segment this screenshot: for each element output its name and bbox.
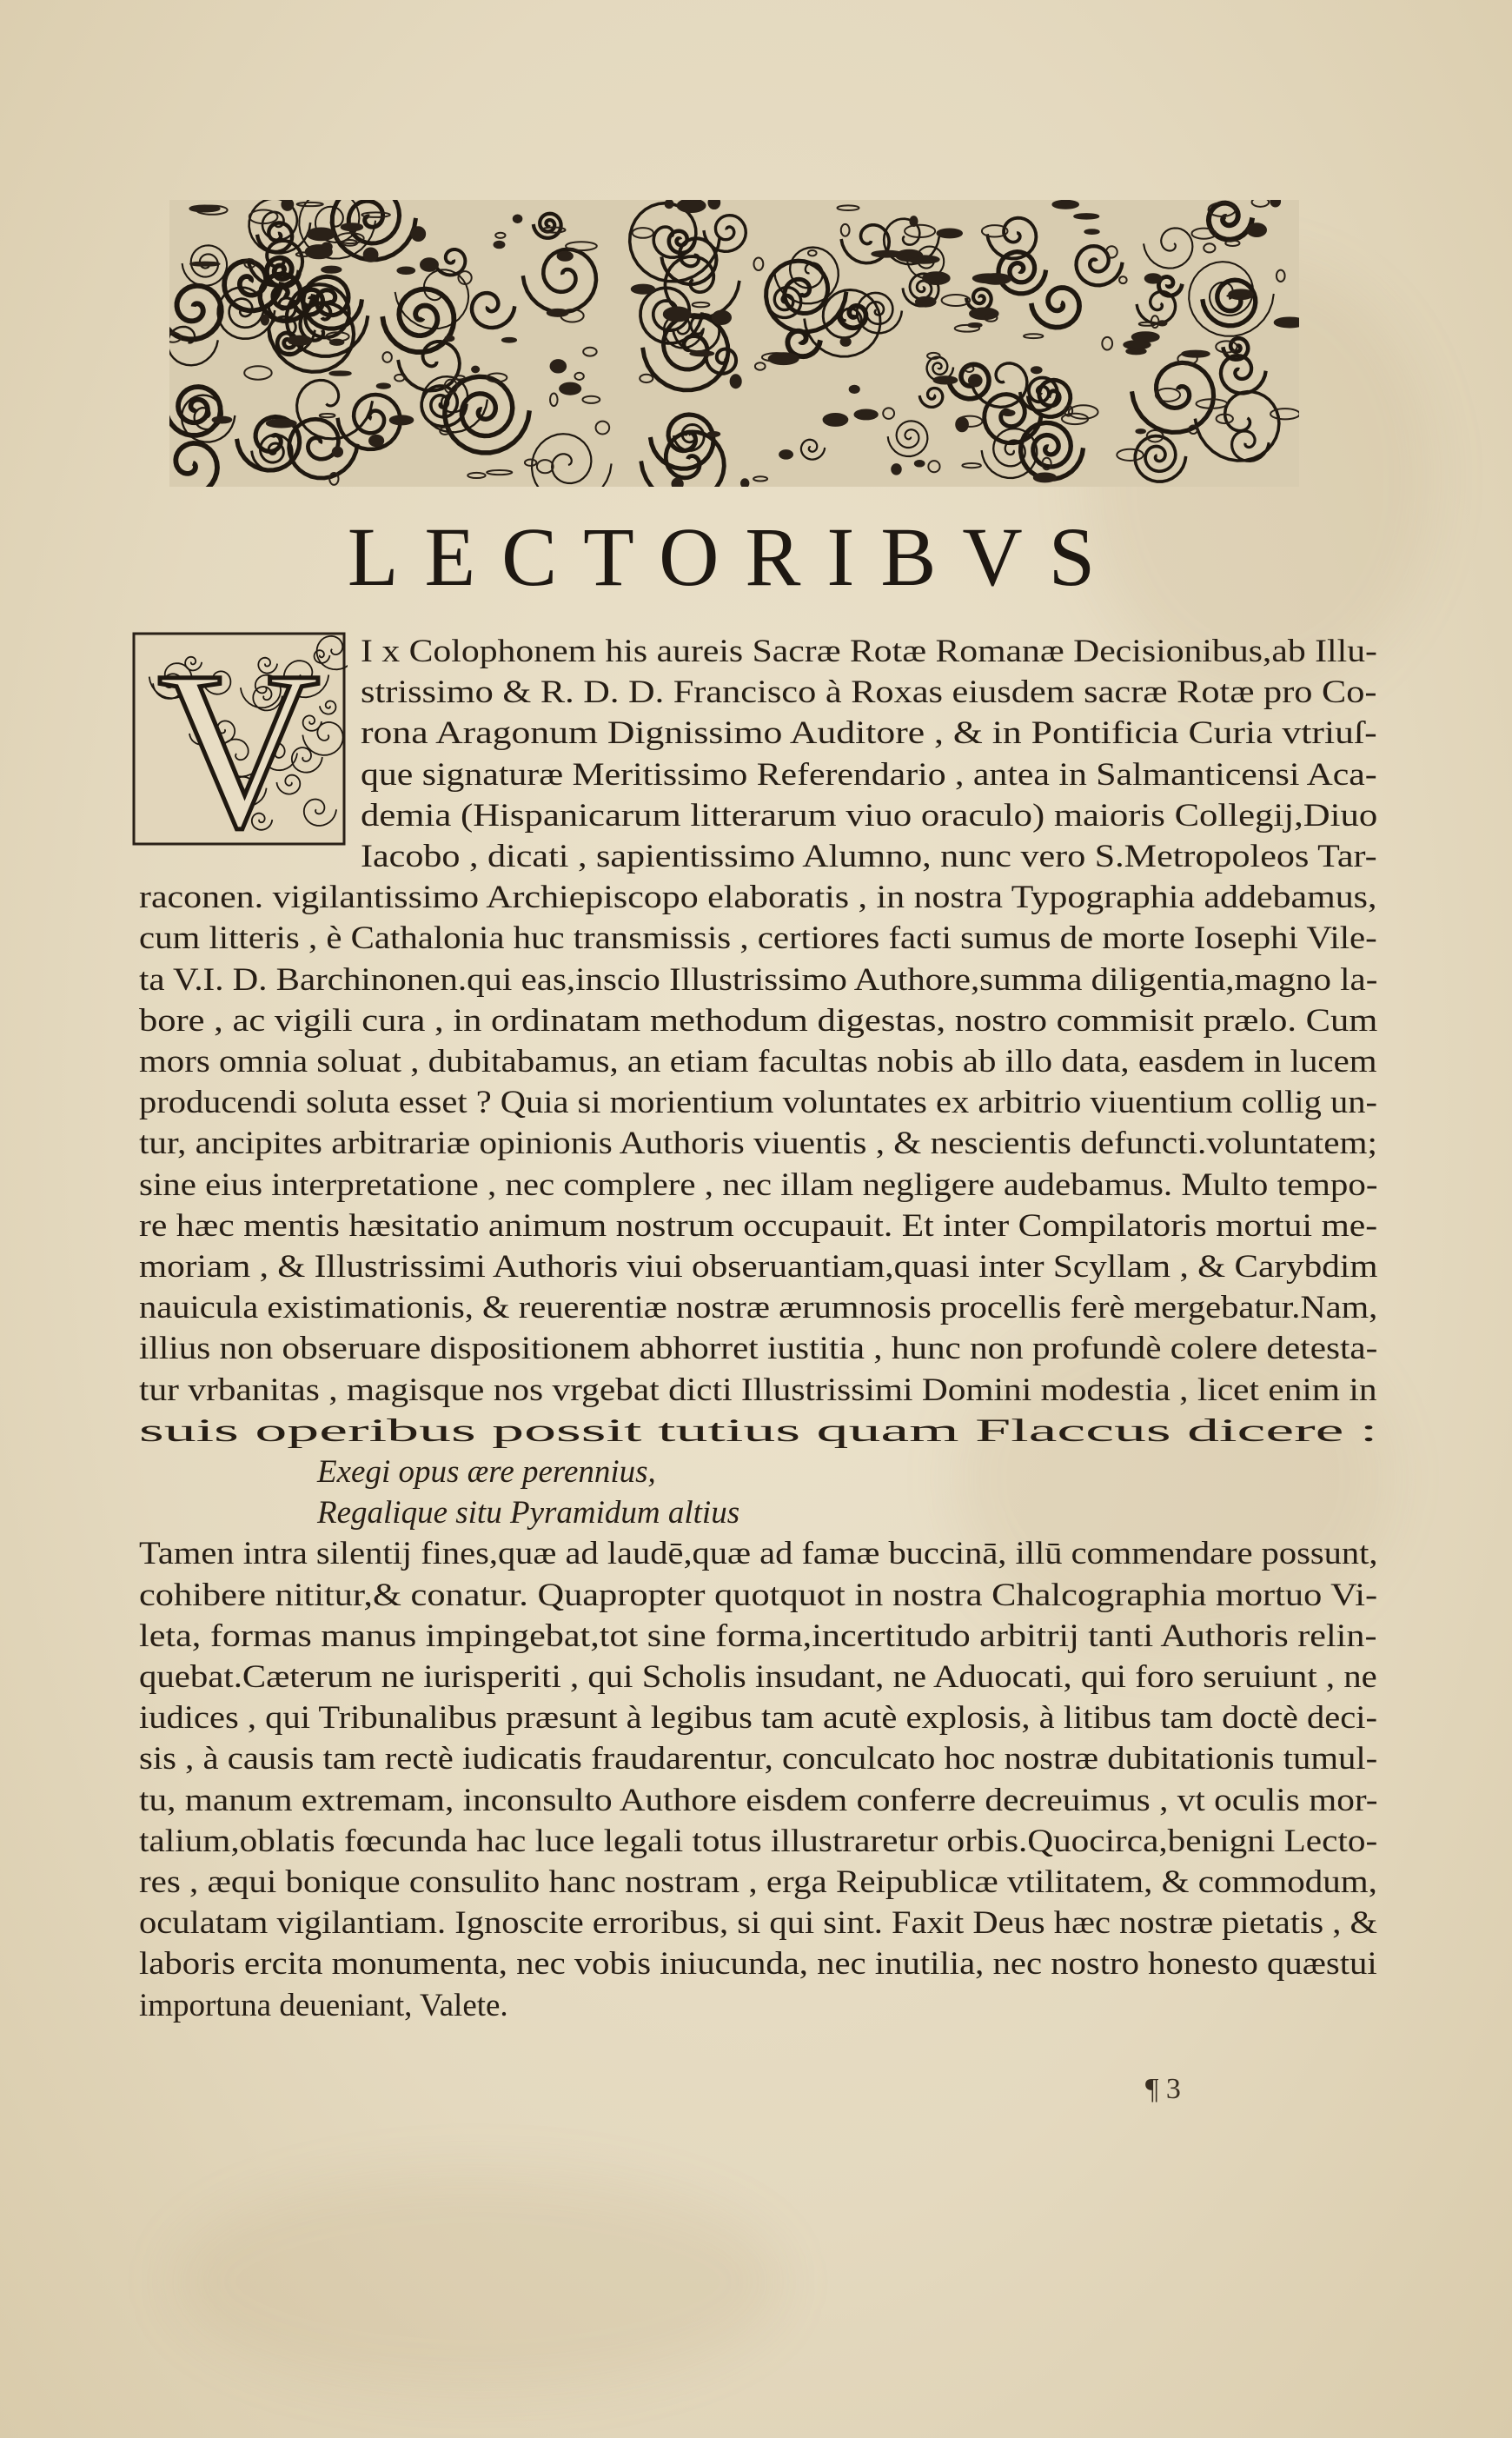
text-line: tur vrbanitas , magisque nos vrgebat dicti Illustrissimi Domini modestia , licet enim in [139,1372,1377,1408]
text-line: cohibere nititur,& conatur. Quapropter quotquot in nostra Chalcographia mortuo Vi- [139,1577,1378,1613]
text-line: illius non obseruare dispositionem abhorret iustitia , hunc non profundè colere detesta- [139,1331,1378,1367]
verse-line: Regalique situ Pyramidum altius [317,1495,740,1531]
text-line: tu, manum extremam, inconsulto Authore eisdem conferre decreuimus , vt oculis mor- [139,1782,1378,1818]
text-line: tur, ancipites arbitrariæ opinionis Authoris viuentis , & nescientis defuncti.voluntatem; [139,1126,1377,1162]
text-line: producendi soluta esset ? Quia si morientium voluntates ex arbitrio viuentium collig un- [139,1085,1377,1121]
text-line: ta V.I. D. Barchinonen.qui eas,inscio Illustrissimo Authore,summa diligentia,magno la- [139,961,1378,998]
text-line: Iacobo , dicati , sapientissimo Alumno, nunc vero S.Metropoleos Tar- [361,839,1377,874]
text-line: strissimo & R. D. D. Francisco à Roxas eiusdem sacræ Rotæ pro Co- [361,674,1377,711]
text-line: leta, formas manus impingebat,tot sine forma,incertitudo arbitrij tanti Authoris relin- [139,1618,1377,1654]
text-line: bore , ac vigili cura , in ordinatam methodum digestas, nostro commisit prælo. Cum [139,1002,1378,1039]
text-line: quebat.Cæterum ne iurisperiti , qui Scholis insudant, ne Aduocati, qui foro seruiunt , ne [139,1659,1377,1695]
text-line: suis operibus possit tutius quam Flaccus dicere : [139,1412,1378,1449]
text-line: moriam , & Illustrissimi Authoris viui obseruantiam,quasi inter Scyllam , & Carybdim [139,1249,1378,1285]
text-line: re hæc mentis hæsitatio animum nostrum occupauit. Et inter Compilatoris mortui me- [139,1207,1378,1244]
signature-mark: ¶ 3 [1145,2073,1181,2105]
decorated-initial-v [130,630,348,847]
ornamental-headpiece [169,200,1299,487]
text-line: sine eius interpretatione , nec complere , nec illam negligere audebamus. Multo tempo- [139,1166,1378,1203]
text-line: que signaturæ Meritissimo Referendario , antea in Salmanticensi Aca- [361,756,1377,793]
text-line: nauicula existimationis, & reuerentiæ nostræ ærumnosis procellis ferè mergebatur.Nam, [139,1290,1378,1326]
initial-letter: V [157,630,321,847]
text-line: rona Aragonum Dignissimo Auditore , & in Pontificia Curia vtriuſ- [361,715,1377,752]
text-line: importuna deueniant, Valete. [139,1987,508,2023]
text-line: talium,oblatis fœcunda hac luce legali totus illustraretur orbis.Quocirca,benigni Lecto- [139,1823,1378,1859]
text-line: Tamen intra silentij fines,quæ ad laudē,quæ ad famæ buccinā, illū commendare possunt, [139,1536,1378,1572]
text-line: cum litteris , è Cathalonia huc transmissis , certiores facti sumus de morte Iosephi Vile- [139,920,1377,957]
text-line: demia (Hispanicarum litterarum viuo oraculo) maioris Collegij,Diuo [361,797,1378,834]
verse-line: Exegi opus ære perennius, [317,1454,656,1490]
text-line: res , æqui bonique consulito hanc nostram , erga Reipublicæ vtilitatem, & commodum, [139,1864,1377,1900]
text-line: laboris ercita monumenta, nec vobis iniucunda, nec inutilia, nec nostro honesto quæstui [139,1946,1377,1983]
text-line: oculatam vigilantiam. Ignoscite erroribus, si qui sint. Faxit Deus hæc nostræ pietatis , & [139,1905,1378,1942]
text-line: iudices , qui Tribunalibus præsunt à legibus tam acutè explosis, à litibus tam doctè deci- [139,1700,1377,1737]
text-line: I x Colophonem his aureis Sacræ Rotæ Romanæ Decisionibus,ab Illu- [361,634,1377,669]
text-line: mors omnia soluat , dubitabamus, an etiam facultas nobis ab illo data, easdem in lucem [139,1044,1377,1079]
page-title: LECTORIBVS [347,510,1122,603]
text-line: raconen. vigilantissimo Archiepiscopo elaboratis , in nostra Typographia addebamus, [139,880,1377,916]
text-line: sis , à causis tam rectè iudicatis fraudarentur, conculcato hoc nostræ dubitationis tumul- [139,1741,1378,1777]
